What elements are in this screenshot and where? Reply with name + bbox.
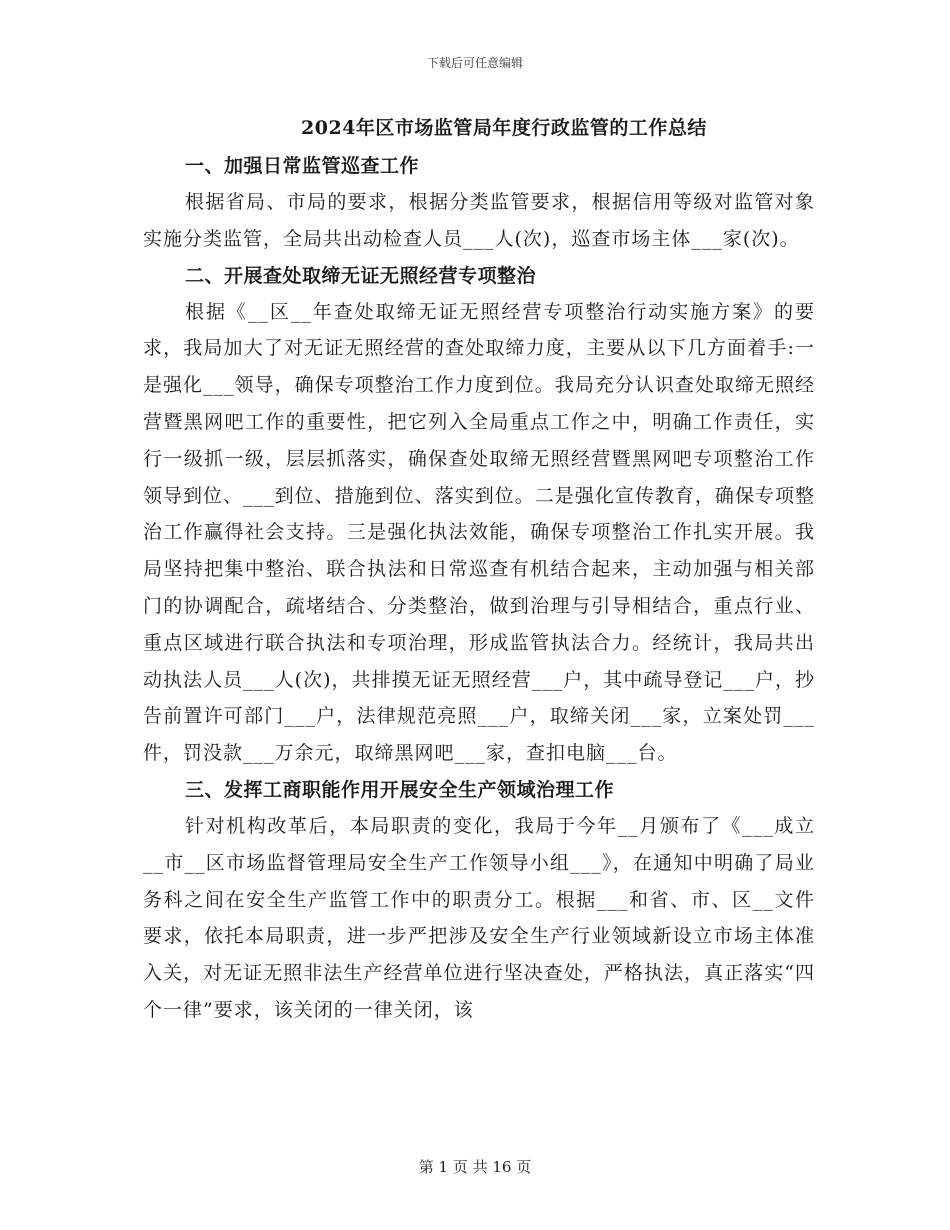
header-note: 下载后可任意编辑 — [426, 56, 523, 70]
section-paragraph-2: 根据《__区__年查处取缔无证无照经营专项整治行动实施方案》的要求，我局加大了对无证无照经营的查处取缔力度，主要从以下几方面着手:一是强化___领导，确保专项整治工作力度到位。我局充分认识查处取缔无照经营暨黑网吧工作的重要性，把它列入全局重点工作之中，明确工作责任，实行一级抓一级，层层抓落实，确保查处取缔无照经营暨黑网吧专项整治工作领导到位、___到位、措施到位、落实到位。二是强化宣传教育，确保专项整治工作赢得社会支持。三是强化执法效能，确保专项整治工作扎实开展。我局坚持把集中整治、联合执法和日常巡查有机结合起来，主动加强与相关部门的协调配合，疏堵结合、分类整治，做到治理与引导相结合，重点行业、重点区域进行联合执法和专项治理，形成监管执法合力。经统计，我局共出动执法人员___人(次)，共排摸无证无照经营___户，其中疏导登记___户，抄告前置许可部门___户，法律规范亮照___户，取缔关闭___家，立案处罚___件，罚没款___万余元，取缔黑网吧___家，查扣电脑___台。 — [143, 300, 815, 765]
section-paragraph-3: 针对机构改革后，本局职责的变化，我局于今年__月颁布了《___成立__市__区市场监督管理局安全生产工作领导小组___》，在通知中明确了局业务科之间在安全生产监管工作中的职责分工。根据___和省、市、区__文件要求，依托本局职责，进一步严把涉及安全生产行业领域新设立市场主体准入关，对无证无照非法生产经营单位进行坚决查处，严格执法，真正落实“四个一律”要求，该关闭的一律关闭，该 — [143, 814, 815, 1021]
section-heading-3: 三、发挥工商职能作用开展安全生产领域治理工作 — [185, 778, 615, 801]
page-footer: 第 1 页 共 16 页 — [418, 1158, 532, 1176]
document-title: 2024年区市场监管局年度行政监管的工作总结 — [301, 117, 707, 139]
section-paragraph-1: 根据省局、市局的要求，根据分类监管要求，根据信用等级对监管对象实施分类监管，全局共出动检查人员___人(次)，巡查市场主体___家(次)。 — [143, 191, 815, 250]
section-heading-1: 一、加强日常监管巡查工作 — [185, 155, 420, 177]
section-heading-2: 二、开展查处取缔无证无照经营专项整治 — [185, 264, 537, 287]
document-body — [143, 112, 815, 1029]
